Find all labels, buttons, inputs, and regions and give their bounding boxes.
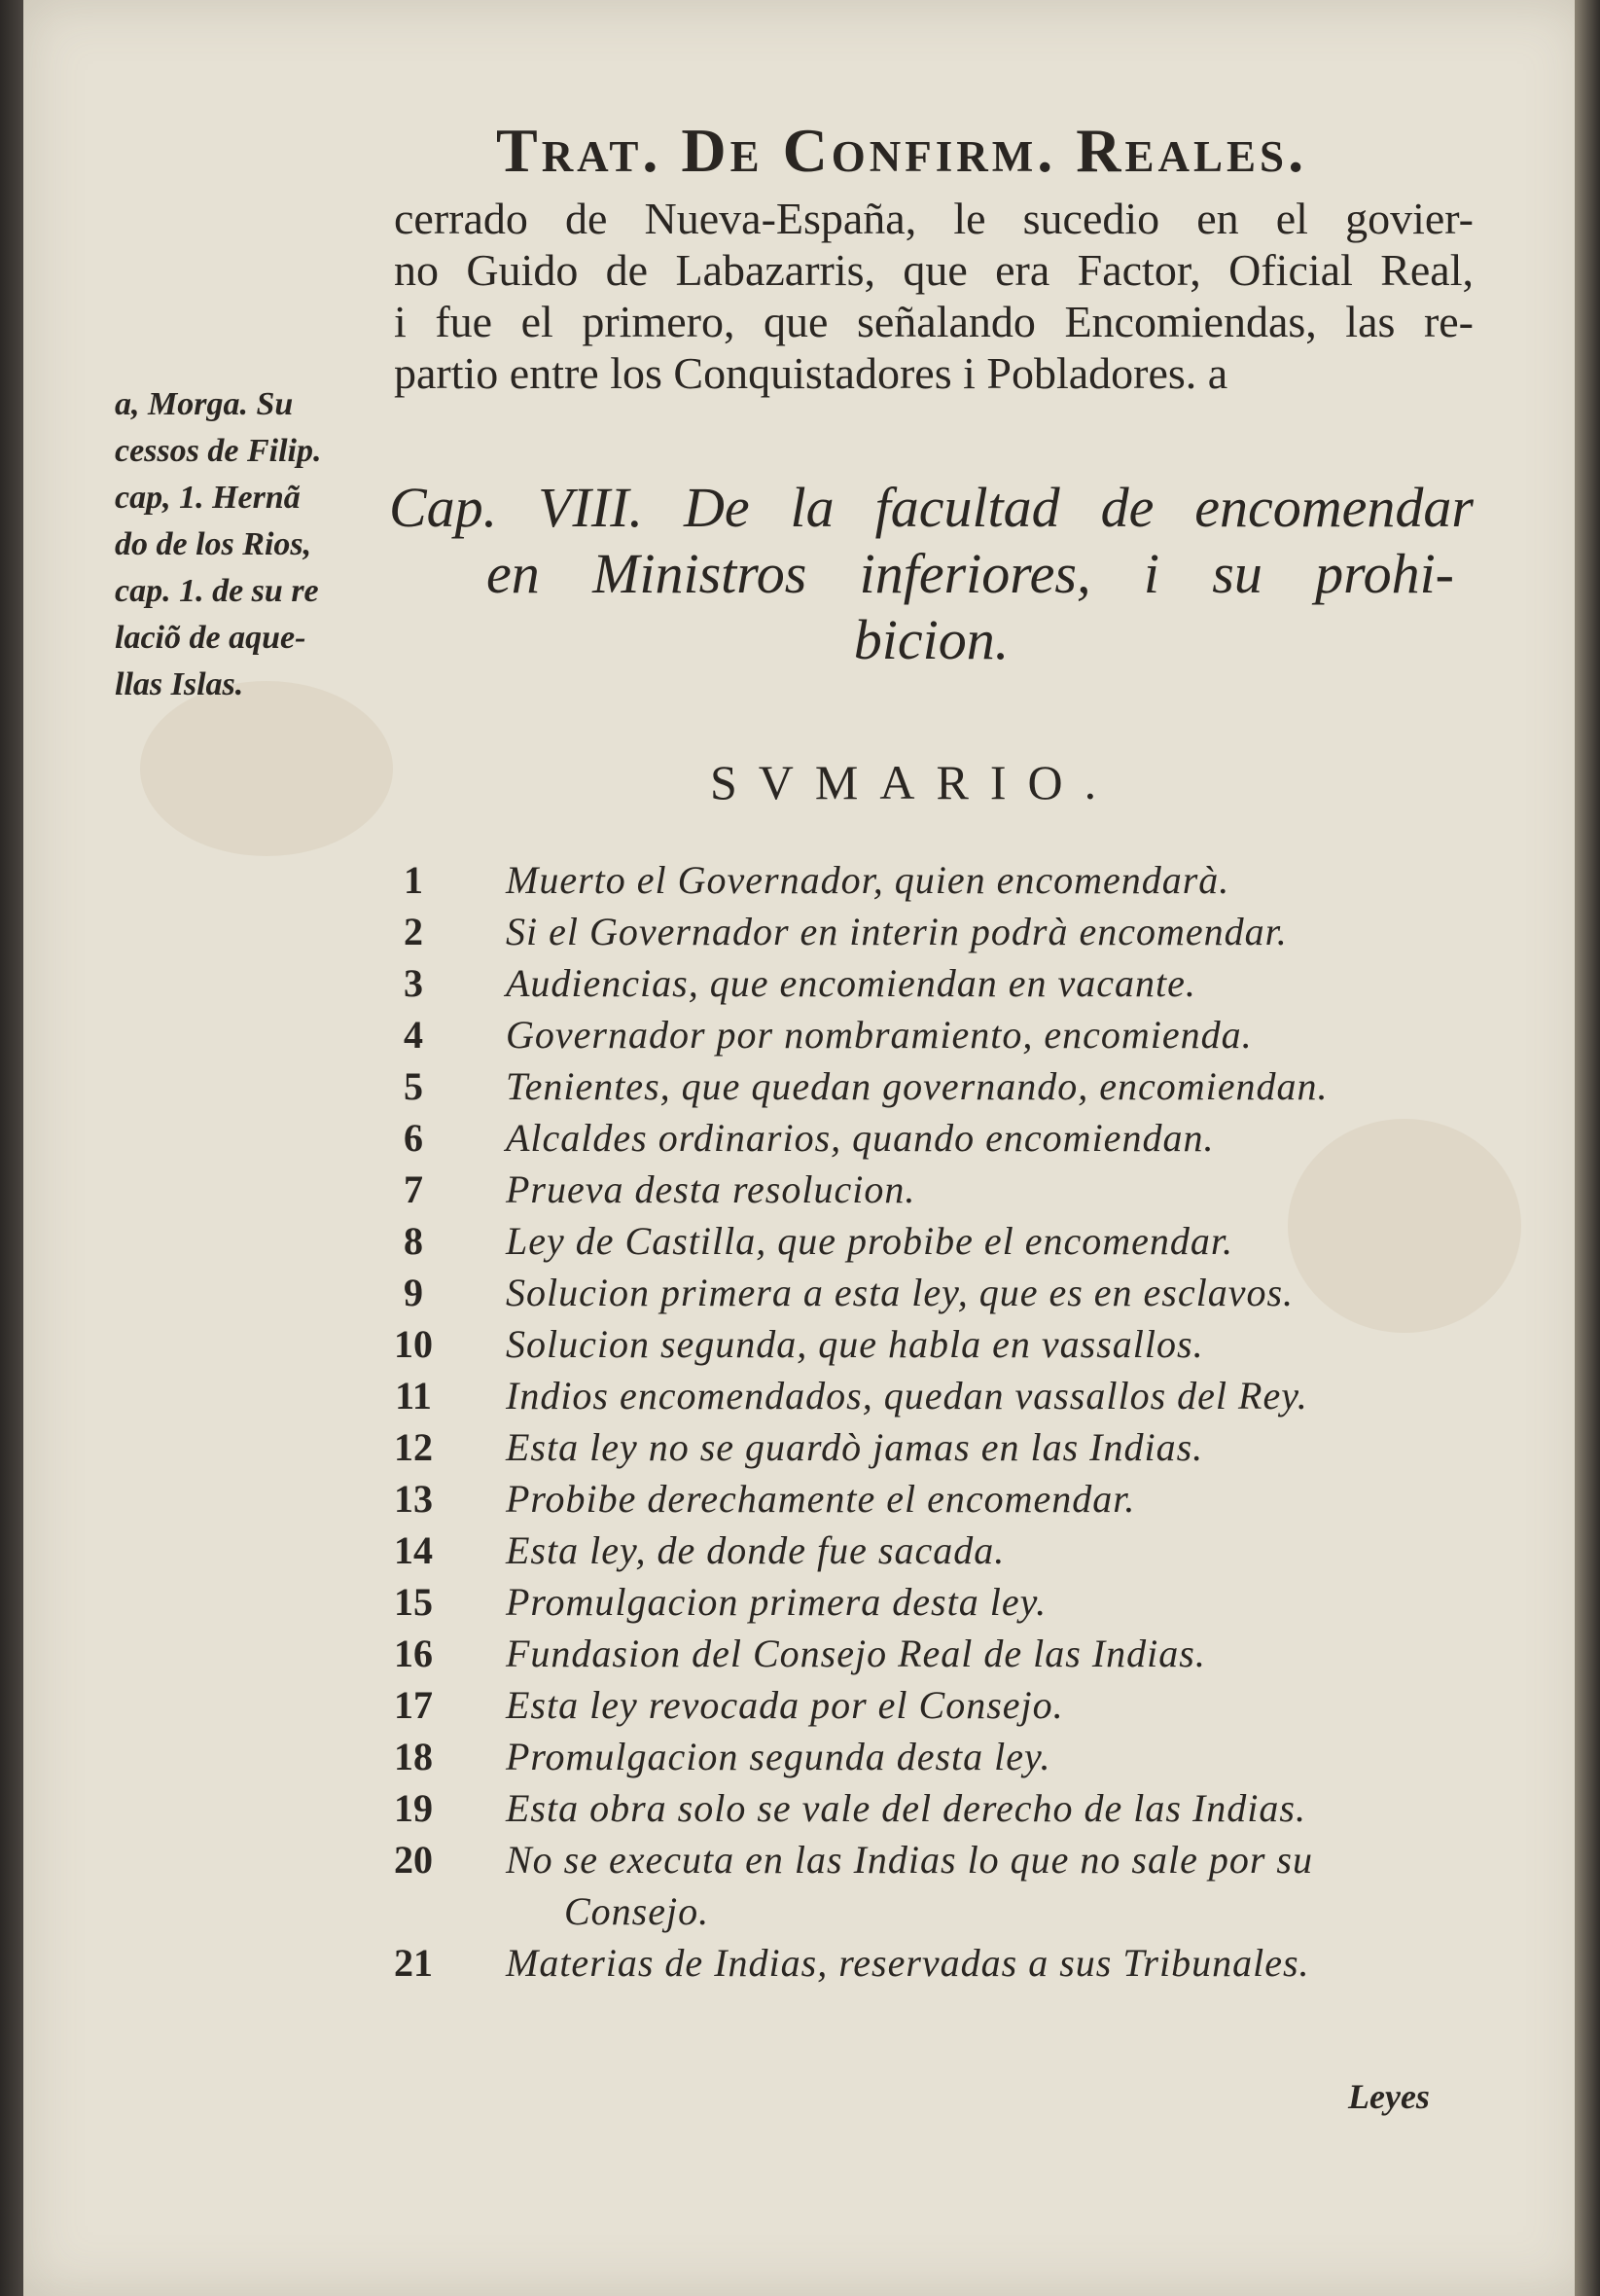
sumario-list bbox=[370, 854, 1469, 1989]
catchword: Leyes bbox=[1348, 2077, 1430, 2116]
body-text bbox=[394, 193, 1474, 399]
list-item bbox=[370, 1525, 1469, 1576]
list-item bbox=[370, 1318, 1469, 1370]
item-text: Si el Governador en interin podrà encomendar. bbox=[506, 910, 1288, 953]
item-text: Muerto el Governador, quien encomendarà. bbox=[506, 858, 1230, 902]
list-item bbox=[370, 1628, 1469, 1679]
sumario-heading: SVMARIO. bbox=[710, 755, 1119, 809]
binding-gutter bbox=[0, 0, 23, 2296]
margin-line: cessos de Filip. bbox=[115, 433, 322, 469]
body-line: partio entre los Conquistadores i Pobladores. a bbox=[394, 348, 1228, 398]
list-item bbox=[370, 1679, 1469, 1731]
item-number: 8 bbox=[404, 1219, 423, 1263]
item-text: Probibe derechamente el encomendar. bbox=[506, 1477, 1136, 1521]
list-item bbox=[370, 854, 1469, 906]
item-number: 5 bbox=[404, 1064, 423, 1108]
item-number: 6 bbox=[404, 1116, 423, 1160]
item-text: Esta ley no se guardò jamas en las Indias. bbox=[506, 1425, 1204, 1469]
item-text: Tenientes, que quedan governando, encomiendan. bbox=[506, 1064, 1329, 1108]
list-item bbox=[370, 957, 1469, 1009]
margin-line: laciõ de aque- bbox=[115, 620, 306, 656]
list-item bbox=[370, 1473, 1469, 1525]
item-text-continuation: Consejo. bbox=[564, 1889, 710, 1933]
item-number: 3 bbox=[404, 961, 423, 1005]
item-text: Esta ley, de donde fue sacada. bbox=[506, 1528, 1006, 1572]
body-line: i fue el primero, que señalando Encomiendas, las re- bbox=[394, 297, 1474, 346]
item-number: 21 bbox=[394, 1941, 433, 1985]
list-item bbox=[370, 1421, 1469, 1473]
margin-line: do de los Rios, bbox=[115, 526, 312, 562]
item-number: 15 bbox=[394, 1580, 433, 1624]
item-number: 4 bbox=[404, 1013, 423, 1057]
list-item bbox=[370, 1164, 1469, 1215]
item-number: 1 bbox=[404, 858, 423, 902]
item-number: 2 bbox=[404, 910, 423, 953]
item-text: Alcaldes ordinarios, quando encomiendan. bbox=[506, 1116, 1215, 1160]
body-line: cerrado de Nueva-España, le sucedio en el govier- bbox=[394, 194, 1474, 243]
item-text: Governador por nombramiento, encomienda. bbox=[506, 1013, 1253, 1057]
list-item bbox=[370, 1009, 1469, 1060]
body-line: no Guido de Labazarris, que era Factor, Oficial Real, bbox=[394, 245, 1474, 295]
page-edge bbox=[1575, 0, 1600, 2296]
list-item bbox=[370, 1937, 1469, 1989]
item-text: Fundasion del Consejo Real de las Indias. bbox=[506, 1632, 1206, 1675]
item-text: Promulgacion segunda desta ley. bbox=[506, 1735, 1051, 1778]
chapter-title-line: en Ministros inferiores, i su prohi- bbox=[486, 542, 1454, 605]
list-item bbox=[370, 1112, 1469, 1164]
item-text: Ley de Castilla, que probibe el encomendar. bbox=[506, 1219, 1234, 1263]
list-item bbox=[370, 1060, 1469, 1112]
item-text: Solucion primera a esta ley, que es en esclavos. bbox=[506, 1271, 1295, 1314]
item-text: Solucion segunda, que habla en vassallos. bbox=[506, 1322, 1204, 1366]
list-item bbox=[370, 1215, 1469, 1267]
item-number: 12 bbox=[394, 1425, 433, 1469]
item-number: 10 bbox=[394, 1322, 433, 1366]
list-item bbox=[370, 1834, 1469, 1937]
list-item bbox=[370, 1370, 1469, 1421]
item-text: Esta ley revocada por el Consejo. bbox=[506, 1683, 1064, 1727]
item-number: 14 bbox=[394, 1528, 433, 1572]
item-number: 7 bbox=[404, 1167, 423, 1211]
chapter-title bbox=[389, 475, 1474, 673]
item-number: 18 bbox=[394, 1735, 433, 1778]
list-item bbox=[370, 1576, 1469, 1628]
item-text: Prueva desta resolucion. bbox=[506, 1167, 916, 1211]
item-number: 11 bbox=[395, 1374, 432, 1417]
item-text: No se executa en las Indias lo que no sale por su bbox=[506, 1838, 1313, 1882]
list-item bbox=[370, 1782, 1469, 1834]
item-number: 13 bbox=[394, 1477, 433, 1521]
item-text: Indios encomendados, quedan vassallos del Rey. bbox=[506, 1374, 1308, 1417]
item-number: 16 bbox=[394, 1632, 433, 1675]
margin-line: llas Islas. bbox=[115, 666, 244, 702]
item-number: 20 bbox=[394, 1838, 433, 1882]
chapter-title-line: bicion. bbox=[853, 608, 1010, 671]
margin-line: cap. 1. de su re bbox=[115, 573, 319, 609]
item-text: Materias de Indias, reservadas a sus Tribunales. bbox=[506, 1941, 1310, 1985]
list-item bbox=[370, 1731, 1469, 1782]
margin-line: a, Morga. Su bbox=[115, 386, 294, 422]
item-number: 19 bbox=[394, 1786, 433, 1830]
marginal-citation bbox=[115, 381, 382, 708]
list-item bbox=[370, 906, 1469, 957]
item-text: Audiencias, que encomiendan en vacante. bbox=[506, 961, 1196, 1005]
list-item bbox=[370, 1267, 1469, 1318]
running-header: Trat. De Confirm. Reales. bbox=[496, 116, 1308, 185]
item-text: Esta obra solo se vale del derecho de las Indias. bbox=[506, 1786, 1306, 1830]
margin-line: cap, 1. Hernã bbox=[115, 480, 301, 516]
chapter-title-line: Cap. VIII. De la facultad de encomendar bbox=[389, 476, 1474, 539]
item-text: Promulgacion primera desta ley. bbox=[506, 1580, 1048, 1624]
item-number: 17 bbox=[394, 1683, 433, 1727]
item-number: 9 bbox=[404, 1271, 423, 1314]
